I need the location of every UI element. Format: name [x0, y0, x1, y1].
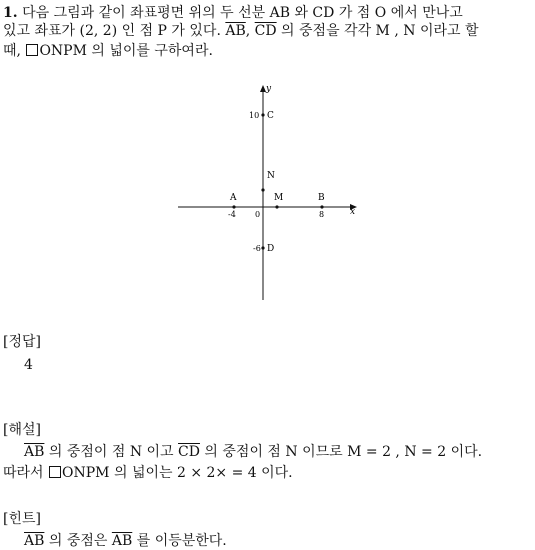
label-b: B — [318, 193, 325, 203]
solution-line-2 — [3, 464, 293, 482]
hint-text-mid: 의 중점은 — [44, 533, 112, 549]
tick-neg4: -4 — [228, 210, 236, 219]
label-c: C — [267, 111, 274, 121]
label-n: N — [267, 171, 275, 181]
label-a: A — [230, 193, 237, 203]
point-c — [261, 113, 264, 116]
segment-cd: $\overline{CD}$ — [178, 444, 200, 460]
solution-text-1a: 의 중점이 점 N 이고 — [44, 444, 179, 460]
problem-line-3 — [3, 42, 213, 60]
problem-text-2a: 있고 좌표가 (2, 2) 인 점 P 가 있다. — [3, 23, 226, 39]
square-icon — [26, 44, 38, 56]
square-icon — [49, 466, 61, 478]
hint-text-end: 를 이등분한다. — [132, 533, 227, 549]
label-m: M — [274, 193, 284, 203]
solution-text-1b: 의 중점이 점 N 이므로 M = 2 , N = 2 이다. — [199, 444, 483, 460]
problem-line-1 — [3, 4, 463, 22]
tick-10: 10 — [249, 111, 260, 120]
comma: , — [245, 23, 255, 39]
problem-line-2 — [3, 22, 479, 40]
solution-label: [해설] — [3, 422, 41, 438]
answer-value: 4 — [24, 357, 33, 373]
problem-number: 1. — [3, 5, 18, 21]
solution-text-2b: ONPM 의 넓이는 2 × 2× = 4 이다. — [62, 465, 293, 481]
segment-ab: $\overline{AB}$ — [24, 533, 45, 549]
segment-ab: $\overline{AB}$ — [111, 533, 133, 549]
y-axis-label: y — [266, 84, 272, 94]
point-d — [261, 246, 264, 249]
hint-line — [24, 530, 227, 550]
origin-label: 0 — [255, 210, 261, 219]
problem-text-2b: 의 중점을 각각 M , N 이라고 할 — [276, 23, 479, 39]
coordinate-figure — [170, 80, 365, 305]
tick-neg6: -6 — [253, 244, 261, 253]
point-n — [261, 188, 264, 191]
problem-text-3a: 때, — [3, 43, 26, 59]
answer-label: [정답] — [3, 334, 41, 350]
solution-line-1 — [24, 441, 482, 461]
x-axis-label: x — [350, 207, 356, 217]
point-b — [320, 205, 323, 208]
segment-cd: $\overline{CD}$ — [254, 23, 277, 39]
hint-label: [힌트] — [3, 511, 41, 527]
point-m — [275, 205, 278, 208]
segment-ab: $\overline{AB}$ — [24, 444, 45, 460]
segment-ab: $\overline{AB}$ — [225, 23, 246, 39]
problem-text-1: 다음 그림과 같이 좌표평면 위의 두 선분 AB 와 CD 가 점 O 에서 만나고 — [17, 5, 463, 21]
problem-text-3b: ONPM 의 넓이를 구하여라. — [39, 43, 213, 59]
label-d: D — [267, 244, 275, 254]
solution-text-2a: 따라서 — [3, 465, 49, 481]
point-a — [232, 205, 235, 208]
tick-8: 8 — [319, 210, 325, 219]
